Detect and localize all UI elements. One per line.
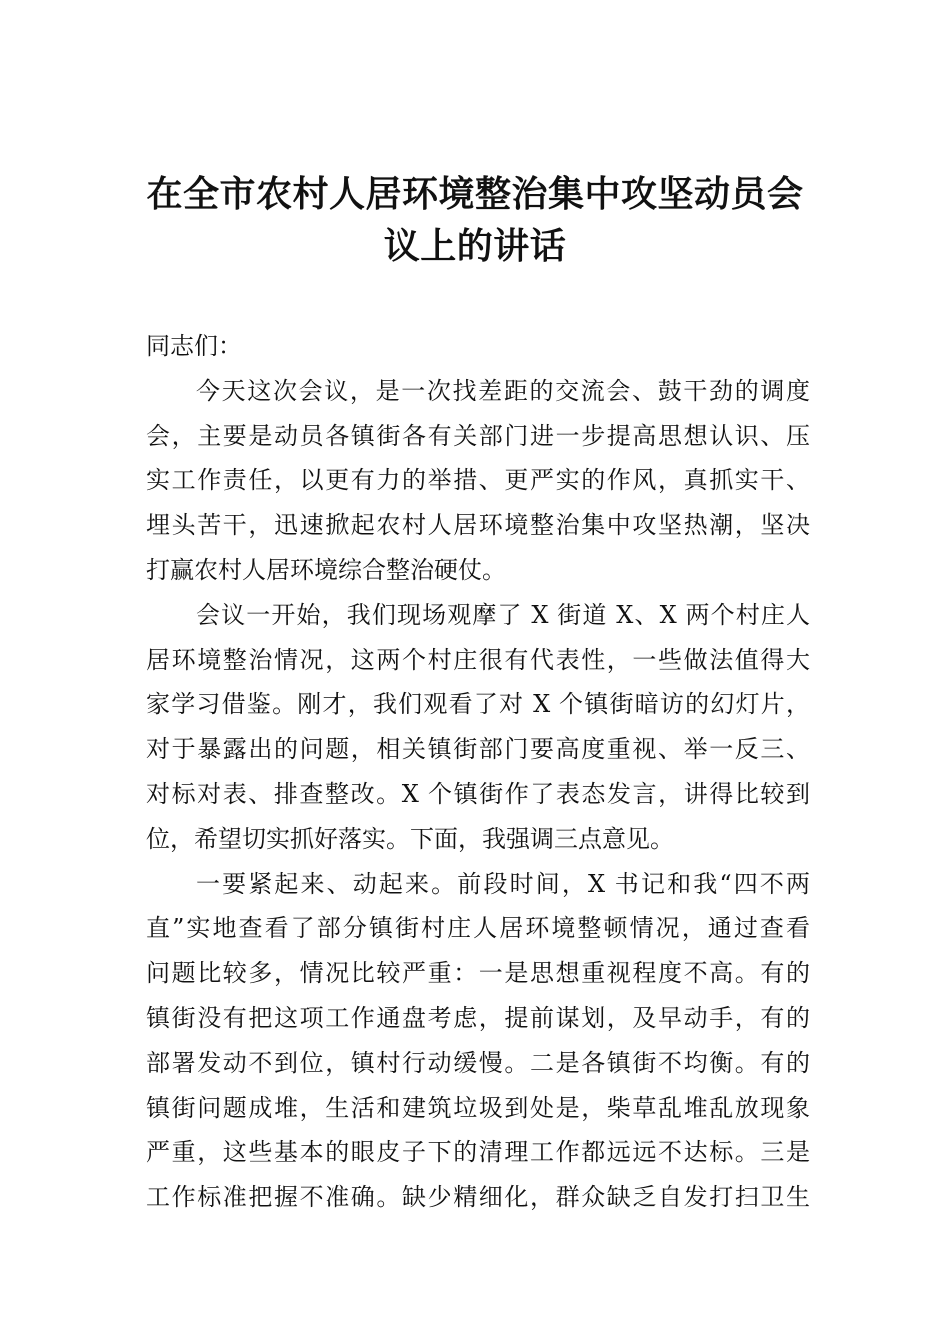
paragraph-line: 直”实地查看了部分镇街村庄人居环境整顿情况，通过查看: [146, 914, 810, 943]
paragraph-line: 部署发动不到位，镇村行动缓慢。二是各镇街不均衡。有的: [146, 1048, 810, 1077]
paragraph-line: 打赢农村人居环境综合整治硬仗。: [146, 555, 506, 584]
paragraph-line: 埋头苦干，迅速掀起农村人居环境整治集中攻坚热潮，坚决: [146, 511, 810, 540]
paragraph-line: 工作标准把握不准确。缺少精细化，群众缺乏自发打扫卫生: [146, 1183, 810, 1212]
paragraph-line: 问题比较多，情况比较严重：一是思想重视程度不高。有的: [146, 959, 810, 988]
paragraph-2: [146, 593, 810, 862]
paragraph-line: 实工作责任，以更有力的举措、更严实的作风，真抓实干、: [146, 466, 810, 495]
title-line-2: 议上的讲话: [383, 225, 567, 267]
paragraph-line: 位，希望切实抓好落实。下面，我强调三点意见。: [146, 824, 674, 853]
paragraph-line: 居环境整治情况，这两个村庄很有代表性，一些做法值得大: [146, 645, 810, 674]
paragraph-line: 镇街没有把这项工作通盘考虑，提前谋划，及早动手，有的: [146, 1003, 810, 1032]
paragraph-line: 一要紧起来、动起来。前段时间，X 书记和我“四不两: [196, 869, 810, 898]
paragraph-3: [146, 862, 810, 1220]
paragraph-line: 镇街问题成堆，生活和建筑垃圾到处是，柴草乱堆乱放现象: [146, 1093, 810, 1122]
paragraph-line: 对标对表、排查整改。X 个镇街作了表态发言，讲得比较到: [146, 779, 810, 808]
document-title: [140, 168, 810, 272]
salutation: 同志们：: [146, 332, 242, 360]
paragraph-line: 会，主要是动员各镇街各有关部门进一步提高思想认识、压: [146, 421, 810, 450]
title-line-1: 在全市农村人居环境整治集中攻坚动员会: [146, 173, 804, 215]
paragraph-line: 对于暴露出的问题，相关镇街部门要高度重视、举一反三、: [146, 735, 810, 764]
paragraph-line: 会议一开始，我们现场观摩了 X 街道 X、X 两个村庄人: [196, 600, 810, 629]
document-body: [146, 324, 810, 1220]
paragraph-line: 家学习借鉴。刚才，我们观看了对 X 个镇街暗访的幻灯片，: [146, 690, 810, 719]
paragraph-line: 严重，这些基本的眼皮子下的清理工作都远远不达标。三是: [146, 1138, 810, 1167]
paragraph-line: 今天这次会议，是一次找差距的交流会、鼓干劲的调度: [196, 376, 810, 405]
paragraph-1: [146, 369, 810, 593]
